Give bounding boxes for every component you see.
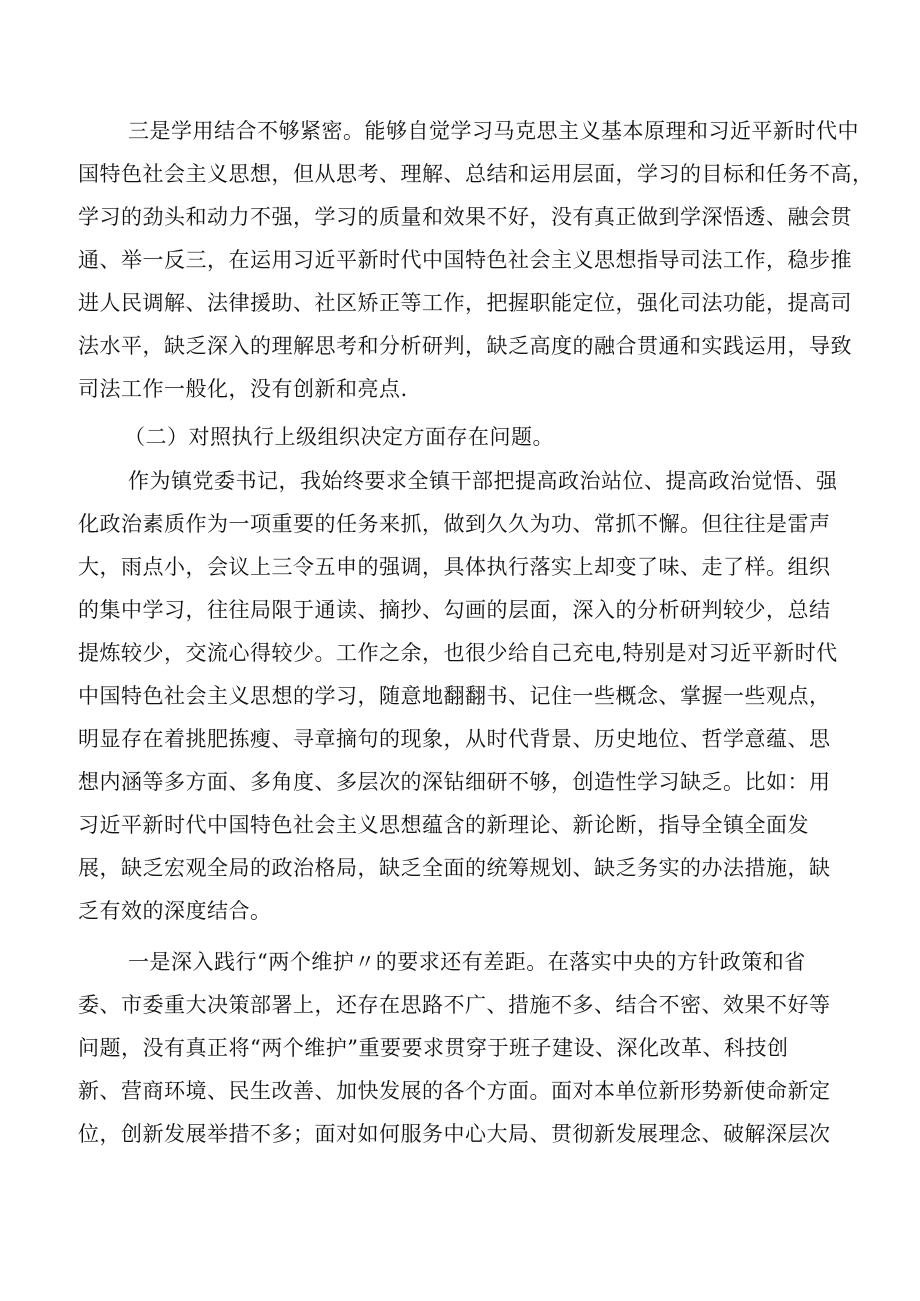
text-line: 想内涵等多方面、多角度、多层次的深钻细研不够，创造性学习缺乏。比如：用 <box>78 770 831 794</box>
text-line: 提炼较少，交流心得较少。工作之余，也很少给自己充电,特别是对习近平新时代 <box>78 641 838 665</box>
text-line: 作为镇党委书记，我始终要求全镇干部把提高政治站位、提高政治觉悟、强 <box>128 469 838 493</box>
text-line: 明显存在着挑肥拣瘦、寻章摘句的现象，从时代背景、历史地位、哲学意蕴、思 <box>78 727 831 751</box>
text-line: 法水平，缺乏深入的理解思考和分析研判，缺乏高度的融合贯通和实践运用，导致 <box>78 334 852 358</box>
text-line: 通、举一反三，在运用习近平新时代中国特色社会主义思想指导司法工作，稳步推 <box>78 248 852 272</box>
text-line: 乏有效的深度结合。 <box>78 899 272 923</box>
text-line: 的集中学习，往往局限于通读、摘抄、勾画的层面，深入的分析研判较少，总结 <box>78 598 831 622</box>
text-line: 大，雨点小，会议上三令五申的强调，具体执行落实上却变了味、走了样。组织 <box>78 555 831 579</box>
text-line: 新、营商环境、民生改善、加快发展的各个方面。面对本单位新形势新使命新定 <box>78 1079 831 1103</box>
text-line: 三是学用结合不够紧密。能够自觉学习马克思主义基本原理和习近平新时代中 <box>128 119 859 143</box>
text-line: 进人民调解、法律援助、社区矫正等工作，把握职能定位，强化司法功能，提高司 <box>78 291 852 315</box>
text-line: 问题，没有真正将“两个维护”重要要求贯穿于班子建设、深化改革、科技创 <box>78 1036 789 1060</box>
text-line: 化政治素质作为一项重要的任务来抓，做到久久为功、常抓不懈。但往往是雷声 <box>78 512 831 536</box>
text-line: 展，缺乏宏观全局的政治格局，缺乏全面的统筹规划、缺乏务实的办法措施，缺 <box>78 856 831 880</box>
text-line: 委、市委重大决策部署上，还存在思路不广、措施不多、结合不密、效果不好等 <box>78 993 831 1017</box>
text-line: 位，创新发展举措不多；面对如何服务中心大局、贯彻新发展理念、破解深层次 <box>78 1122 831 1146</box>
text-line: 习近平新时代中国特色社会主义思想蕴含的新理论、新论断，指导全镇全面发 <box>78 813 809 837</box>
text-line: 中国特色社会主义思想的学习，随意地翻翻书、记住一些概念、掌握一些观点， <box>78 684 831 708</box>
text-line: 学习的劲头和动力不强，学习的质量和效果不好，没有真正做到学深悟透、融会贯 <box>78 205 852 229</box>
heading-line: （二）对照执行上级组织决定方面存在问题。 <box>124 425 554 449</box>
text-line: 国特色社会主义思想，但从思考、理解、总结和运用层面，学习的目标和任务不高， <box>78 162 874 186</box>
text-line: 一是深入践行“两个维护〃的要求还有差距。在落实中央的方针政策和省 <box>128 950 806 974</box>
text-line: 司法工作一般化，没有创新和亮点. <box>78 377 408 401</box>
